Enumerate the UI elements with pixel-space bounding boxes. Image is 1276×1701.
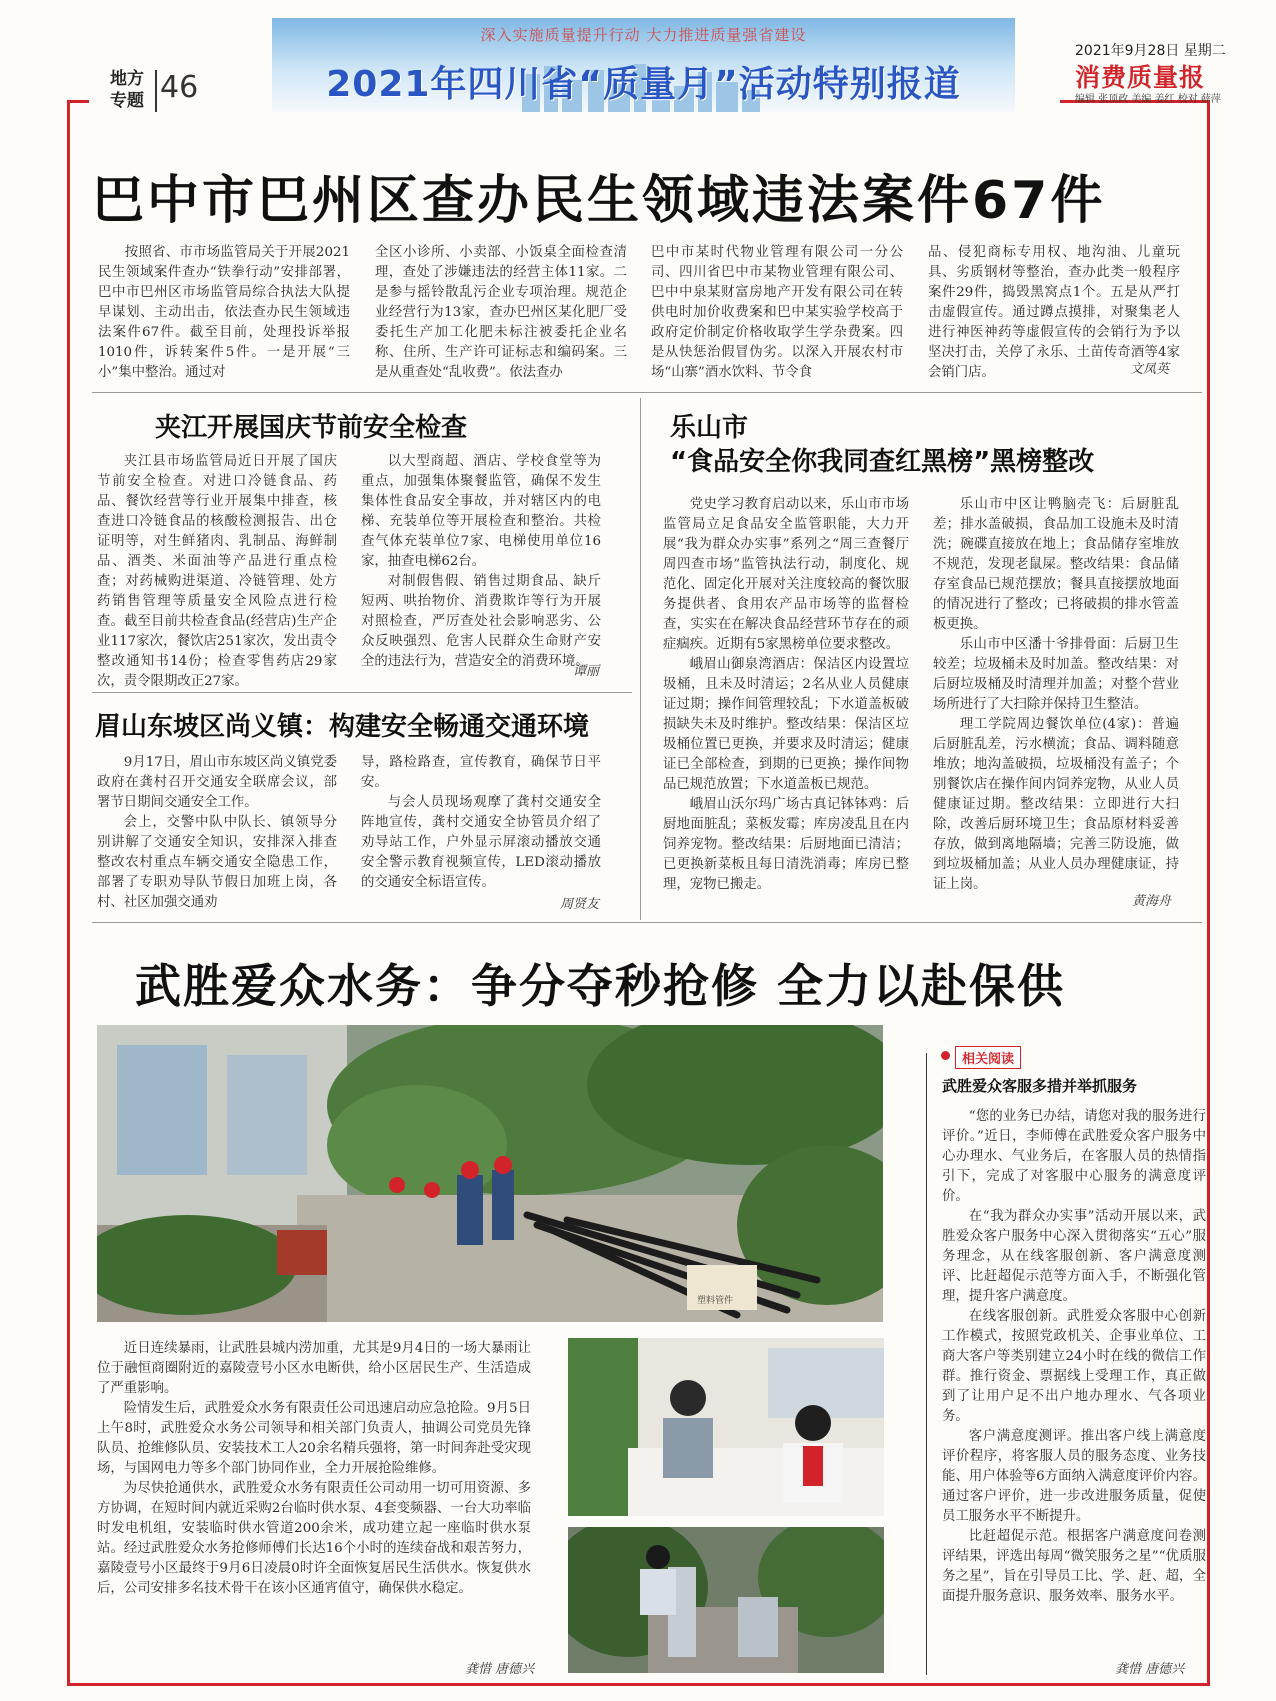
article1-col2 xyxy=(375,243,627,383)
article2-headline: 夹江开展国庆节前安全检查 xyxy=(155,413,468,443)
article3-col2 xyxy=(361,753,601,893)
article2-byline: 谭丽 xyxy=(573,664,600,679)
article4-headline-line1: 乐山市 xyxy=(670,413,749,443)
divider-lower xyxy=(92,922,1202,923)
section-label-box xyxy=(100,62,199,118)
article3-headline: 眉山东坡区尚义镇：构建安全畅通交通环境 xyxy=(95,712,590,742)
article4-col2 xyxy=(933,495,1179,895)
sidebar-vertical-rule xyxy=(926,1053,927,1675)
banner-title: 2021年四川省“质量月”活动特别报道 xyxy=(326,64,961,105)
section-label: 地方专题 xyxy=(110,69,144,111)
article4-col2-para1: 乐山市中区让鸭脑壳飞：后厨脏乱差；排水盖破损，食品加工设施未及时清洗；碗碟直接放在地上；食品储存室堆放不规范，发现老鼠屎。整改结果：食品储存室食品已规范摆放；餐具直接摆放地面的情况进行了整改；已将破损的排水管盖板更换。 xyxy=(933,497,1179,632)
page-frame-left xyxy=(67,100,70,1685)
editors-line: 编辑 张顶政 美编 姜红 校对 薛萍 xyxy=(1075,94,1221,105)
article2-col1 xyxy=(97,452,337,692)
repair-site-illustration xyxy=(97,1025,883,1322)
pipe-box-label: 塑料管件 xyxy=(697,1296,734,1306)
banner-subtitle: 深入实施质量提升行动 大力推进质量强省建设 xyxy=(480,26,807,44)
article3-col2-para1: 导，路检路查，宣传教育，确保节日平安。 xyxy=(361,755,601,790)
article1-col1 xyxy=(98,243,350,383)
paper-logo: 消费质量报 xyxy=(1075,63,1206,92)
article3-col2-para2: 与会人员现场观摩了龚村交通安全阵地宣传，龚村交通安全协管员介绍了劝导站工作，户外显示屏滚动播放交通安全警示教育视频宣传，LED滚动播放的交通安全标语宣传。 xyxy=(361,795,601,890)
article3-col1-para2: 会上，交警中队中队长、镇领导分别讲解了交通安全知识，安排深入排查整改农村重点车辆交通安全隐患工作，部署了专职劝导队节假日加班上岗，各村、社区加强交通劝 xyxy=(97,815,337,910)
divider-left-mid xyxy=(92,692,632,693)
pump-station-illustration xyxy=(568,1527,884,1673)
sidebar-title: 武胜爱众客服多措并举抓服务 xyxy=(942,1077,1138,1095)
article5-para2: 险情发生后，武胜爱众水务有限责任公司迅速启动应急抢险。9月5日上午8时，武胜爱众水务公司领导和相关部门负责人，抽调公司党员先锋队员、抢维修队员、安装技术工人20余名精兵强将，第一时间奔赴受灾现场，与国网电力等多个部门协同作业，全力开展抢险维修。 xyxy=(97,1401,531,1476)
special-report-banner xyxy=(272,18,1015,112)
article4-col1 xyxy=(663,495,909,895)
article4-col1-para1: 党史学习教育启动以来，乐山市市场监管局立足食品安全监管职能，大力开展“我为群众办实事”系列之“周三查餐厅 周四查市场”监管执法行动，制度化、规范化、固定化开展对关注度较高的餐饮服务提供者、食用农产品市场等的监督检查，实实在在解决食品经营环节存在的顽症痼疾。近期有5家黑榜单位要求整改。 xyxy=(663,497,909,652)
sidebar-body xyxy=(942,1107,1206,1607)
pump-station-photo xyxy=(568,1527,884,1673)
sidebar-byline: 龚惜 唐德兴 xyxy=(1115,1662,1185,1677)
page-frame-top-left xyxy=(67,100,89,103)
issue-date: 2021年9月28日 星期二 xyxy=(1075,43,1226,59)
article4-col2-para2: 乐山市中区潘十爷排骨面：后厨卫生较差；垃圾桶未及时加盖。整改结果：对后厨垃圾桶及时清理并加盖；对整个营业场所进行了大扫除并保持卫生整洁。 xyxy=(933,637,1179,712)
article5-para1: 近日连续暴雨，让武胜县城内涝加重，尤其是9月4日的一场大暴雨让位于融恒商圈附近的嘉陵壹号小区水电断供，给小区居民生产、生活造成了严重影响。 xyxy=(97,1341,531,1396)
service-center-illustration xyxy=(568,1338,884,1516)
divider-top xyxy=(92,392,1202,393)
article1-headline: 巴中市巴州区查办民生领域违法案件67件 xyxy=(92,171,1106,231)
page-frame-bottom xyxy=(67,1683,1210,1686)
article4-headline-line2: “食品安全你我同查红黑榜”黑榜整改 xyxy=(670,447,1095,477)
sidebar-para4: 客户满意度测评。推出客户线上满意度评价程序，将客服人员的服务态度、业务技能、用户体验等6方面纳入满意度评价内容。通过客户评价，进一步改进服务质量，促使员工服务水平不断提升。 xyxy=(942,1429,1206,1524)
divider-vertical-mid xyxy=(640,398,641,920)
article2-col2-para1: 以大型商超、酒店、学校食堂等为重点，加强集体聚餐监管，确保不发生集体性食品安全事故，并对辖区内的电梯、充装单位等开展检查和整治。共检查气体充装单位7家、电梯使用单位16家，抽查电梯62台。 xyxy=(361,454,601,569)
article1-col4-text: 品、侵犯商标专用权、地沟油、儿童玩具、劣质钢材等整治，查办此类一般程序案件29件，捣毁黑窝点1个。五是从严打击虚假宣传。通过蹲点摸排，对聚集老人进行神医神药等虚假宣传的会销行为予以坚决打击，关停了永乐、土苗传奇酒等4家会销门店。 xyxy=(928,245,1180,380)
article3-byline: 周贤友 xyxy=(560,897,600,912)
related-reading-tag: 相关阅读 xyxy=(955,1046,1021,1069)
article1-col3-text: 巴中市某时代物业管理有限公司一分公司、四川省巴中市某物业管理有限公司、巴中中泉某财富房地产开发有限公司在转供电时加价收费案和巴中某实验学校高于政府定价制定价格收取学生学杂费案。四是从快惩治假冒伪劣。以深入开展农村市场“山寨”酒水饮料、节令食 xyxy=(651,245,903,380)
sidebar-para2: 在“我为群众办实事”活动开展以来，武胜爱众客户服务中心深入贯彻落实“五心”服务理念，从在线客服创新、客户满意度测评、比赶超促示范等方面入手，不断强化管理，提升客户满意度。 xyxy=(942,1209,1206,1304)
article4-col1-para3: 峨眉山沃尔玛广场古真记钵钵鸡：后厨地面脏乱；菜板发霉；库房凌乱且在内饲养宠物。整改结果：后厨地面已清洁；已更换新菜板且每日清洗消毒；库房已整理，宠物已搬走。 xyxy=(663,797,909,892)
article2-col1-text: 夹江县市场监管局近日开展了国庆节前安全检查。对进口冷链食品、药品、餐饮经营等行业开展集中排查，核查进口冷链食品的核酸检测报告、出仓证明等，对生鲜猪肉、乳制品、海鲜制品、酒类、米面油等产品进行重点检查；对药械购进渠道、冷链管理、处方药销售管理等质量安全风险点进行检查。截至目前共检查食品(经营店)生产企业117家次，餐饮店251家次，发出责令整改通知书14份；检查零售药店29家次，责令限期改正27家。 xyxy=(97,454,337,689)
article4-byline: 黄海舟 xyxy=(1132,894,1172,909)
sidebar-para3: 在线客服创新。武胜爱众客服中心创新工作模式，按照党政机关、企事业单位、工商大客户等类别建立24小时在线的微信工作群。推行资金、票据线上受理工作，真正做到了让用户足不出户地办理水、气各项业务。 xyxy=(942,1309,1206,1424)
article5-para3: 为尽快抢通供水，武胜爱众水务有限责任公司动用一切可用资源、多方协调，在短时间内就近采购2台临时供水泵、4套变频器、一台大功率临时发电机组，安装临时供水管道200余米，成功建立起一座临时供水泵站。经过武胜爱众水务抢修师傅们长达16个小时的连续奋战和艰苦努力，嘉陵壹号小区最终于9月6日凌晨0时许全面恢复居民生活供水。恢复供水后，公司安排多名技术骨干在该小区通宵值守，确保供水稳定。 xyxy=(97,1481,531,1596)
article3-col1-para1: 9月17日，眉山市东坡区尚义镇党委政府在龚村召开交通安全联席会议，部署节日期间交通安全工作。 xyxy=(97,755,337,810)
article5-body xyxy=(97,1339,531,1599)
article4-col2-para3: 理工学院周边餐饮单位(4家)：普遍后厨脏乱差，污水横流；食品、调料随意堆放；地沟盖破损，垃圾桶没有盖子；个别餐饮店在操作间内饲养宠物，从业人员健康证过期。整改结果：立即进行大扫除，改善后厨环境卫生；食品原材料妥善存放，做到离地隔墙；完善三防设施，做到垃圾桶加盖；从业人员办理健康证，持证上岗。 xyxy=(933,717,1179,892)
article2-col2 xyxy=(361,452,601,672)
article1-col1-text: 按照省、市市场监管局关于开展2021民生领域案件查办“铁拳行动”安排部署，巴中市巴州区市场监管局综合执法大队提早谋划、主动出击，依法查办民生领域违法案件67件。截至目前，处理投诉举报1010件，诉转案件5件。一是开展“三小”集中整治。通过对 xyxy=(98,245,350,380)
article1-byline: 文凤英 xyxy=(1130,362,1170,377)
article5-byline: 龚惜 唐德兴 xyxy=(465,1662,535,1677)
sidebar-para1: “您的业务已办结，请您对我的服务进行评价。”近日，李师傅在武胜爱众客户服务中心办理水、气业务后，在客服人员的热情指引下，完成了对客服中心服务的满意度评价。 xyxy=(942,1109,1206,1204)
repair-site-photo xyxy=(97,1025,883,1322)
article1-col3 xyxy=(651,243,903,383)
page-number: 46 xyxy=(160,70,199,105)
article5-headline: 武胜爱众水务：争分夺秒抢修 全力以赴保供 xyxy=(135,959,1066,1013)
page-frame-right xyxy=(1207,100,1210,1685)
sidebar-para5: 比赶超促示范。根据客户满意度问卷测评结果，评选出每周“微笑服务之星”“优质服务之星”，旨在引导员工比、学、赶、超，全面提升服务意识、服务效率、服务水平。 xyxy=(942,1529,1206,1604)
related-reading-dot xyxy=(941,1051,950,1060)
article3-col1 xyxy=(97,753,337,913)
section-divider xyxy=(155,70,157,112)
article1-col2-text: 全区小诊所、小卖部、小饭桌全面检查清理，查处了涉嫌违法的经营主体11家。二是参与摇铃散乱污企业专项治理。规范企业经营行为13家，查办巴州区某化肥厂受委托生产加工化肥未标注被委托企业名称、住所、生产许可证标志和编码案。三是从重查处“乱收费”。依法查办 xyxy=(375,245,627,380)
article4-col1-para2: 峨眉山御泉湾酒店：保洁区内设置垃圾桶，且未及时清运；2名从业人员健康证过期；操作间管理较乱；下水道盖板破损缺失未及时维护。整改结果：保洁区垃圾桶位置已更换，并要求及时清运；健康证已全部检查，到期的已更换；操作间物品已规范放置；下水道盖板已规范。 xyxy=(663,657,909,792)
article2-col2-para2: 对制假售假、销售过期食品、缺斤短两、哄抬物价、消费欺诈等行为开展对照检查，严厉查处社会影响恶劣、公众反映强烈、危害人民群众生命财产安全的违法行为，营造安全的消费环境。 xyxy=(361,574,601,669)
service-center-photo xyxy=(568,1338,884,1516)
